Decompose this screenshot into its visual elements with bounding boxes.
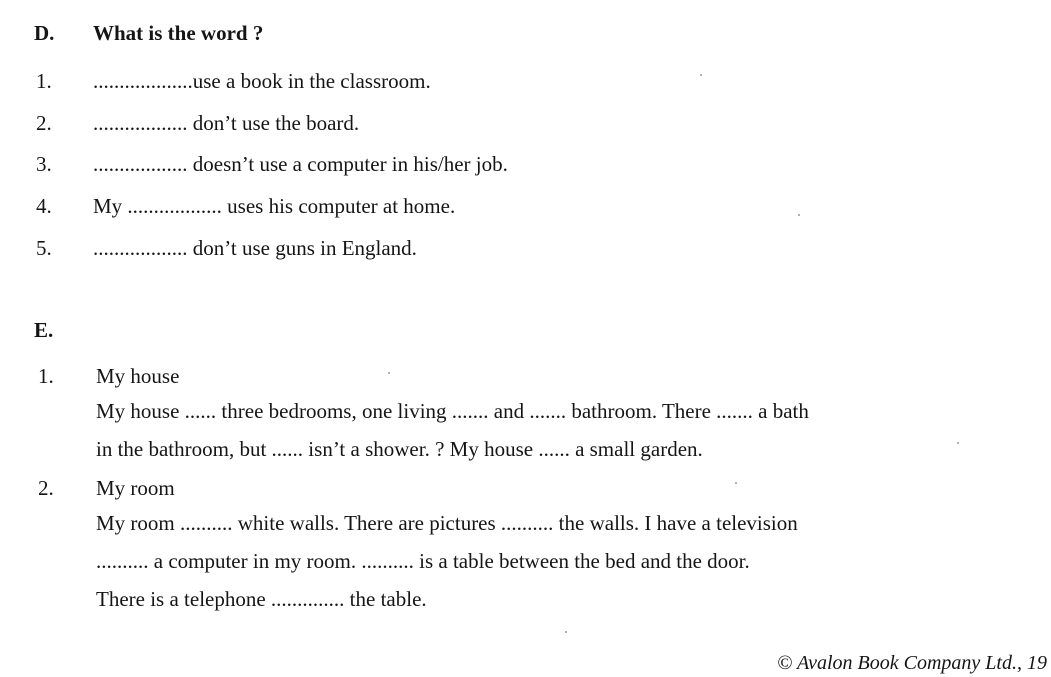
item-sentence: My .................. uses his computer at home.: [93, 194, 456, 218]
section-e-label: E.: [34, 318, 54, 342]
scan-speck: [565, 631, 567, 633]
item-number: 5.: [36, 236, 52, 260]
item-number: 2.: [36, 111, 52, 135]
exercise-d-item: [0, 194, 1051, 220]
paragraph-line: My house ...... three bedrooms, one living ....... and ....... bathroom. There ....... a bath: [96, 399, 809, 423]
paragraph-line: in the bathroom, but ...... isn’t a shower. ? My house ...... a small garden.: [96, 437, 703, 461]
item-sentence: ...................use a book in the classroom.: [93, 69, 431, 93]
exercise-e-item-title: My house: [96, 364, 180, 388]
paragraph-line: There is a telephone .............. the table.: [96, 587, 427, 611]
scan-speck: [700, 74, 702, 76]
scan-speck: [735, 482, 737, 484]
item-sentence: .................. don’t use guns in England.: [93, 236, 417, 260]
exercise-d-item: [0, 69, 1051, 95]
item-sentence: .................. doesn’t use a computer in his/her job.: [93, 152, 508, 176]
exercise-d-item: [0, 152, 1051, 178]
paragraph-line: My room .......... white walls. There are pictures .......... the walls. I have a television: [96, 511, 798, 535]
item-number: 3.: [36, 152, 52, 176]
exercise-d-item: [0, 111, 1051, 137]
exercise-d-item: [0, 236, 1051, 262]
section-d-title: What is the word ?: [93, 21, 264, 45]
exercise-e-item-title: My room: [96, 476, 175, 500]
scan-speck: [388, 372, 390, 374]
section-d-label: D.: [34, 21, 55, 45]
item-number: 1.: [38, 364, 54, 388]
item-number: 2.: [38, 476, 54, 500]
item-number: 4.: [36, 194, 52, 218]
scan-speck: [798, 214, 800, 216]
paragraph-line: .......... a computer in my room. .......... is a table between the bed and the door.: [96, 549, 750, 573]
item-sentence: .................. don’t use the board.: [93, 111, 360, 135]
scan-speck: [957, 442, 959, 444]
item-number: 1.: [36, 69, 52, 93]
copyright-notice: © Avalon Book Company Ltd., 19: [777, 652, 1047, 674]
